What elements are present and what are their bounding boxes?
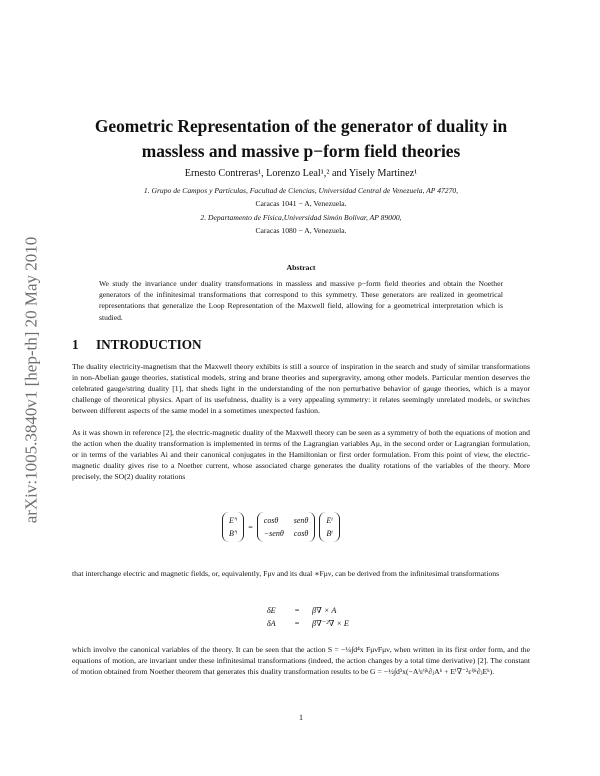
intro-paragraph-2: As it was shown in reference [2], the electric-magnetic duality of the Maxwell theory can be seen as a symmetry of both the equations of motion and the action when the duality transformation is implemented in terms of the Lagrangian variables Aμ, in the second order or Lagrangian formulation, or in terms of the variables Ai and their canonical conjugates in the Hamiltonian or first order formulation. From this point of view, the electric-magnetic duality gives rise to a Noether current, whose associated charge generates the duality rotations of the variables of the theory. More precisely, the SO(2) duality rotations	[72, 428, 530, 482]
paper-title: Geometric Representation of the generator of duality in massless and massive p−form field theories	[94, 116, 508, 161]
authors: Ernesto Contreras¹, Lorenzo Leal¹,² and Yisely Martinez¹	[184, 168, 418, 179]
affiliation-1-city: Caracas 1041 − A, Venezuela.	[255, 199, 347, 208]
duality-rotation-equation: E′ⁱ B′ⁱ = cosθ senθ −senθ cosθ Eⁱ Bⁱ	[222, 510, 382, 544]
abstract-text: We study the invariance under duality transformations in massless and massive p−form field theories and obtain the Noether generators of the infinitesimal transformations that correspond to this symmetry. These generators are realized in geometrical representations that generalize the Loop Representation of the Maxwell field, allowing for a geometrical interpretation which is studied.	[99, 279, 503, 322]
affiliation-2-city: Caracas 1080 − A, Venezuela.	[255, 226, 347, 235]
equation-row: δE⃗ = β∇ × A⃗	[266, 606, 343, 615]
fields-vector: Eⁱ Bⁱ	[319, 512, 340, 542]
section-title: INTRODUCTION	[96, 337, 202, 352]
rotated-fields-vector: E′ⁱ B′ⁱ	[222, 512, 244, 542]
intro-paragraph-4: which involve the canonical variables of the theory. It can be seen that the action S = −¼∫d⁴x FμνFμν, when written in its first order form, and the equations of motion, are invariant under these infinitesimal transformations (indeed, the action changes by a total time derivative) [2]. The constant of motion obtained from Noether theorem that generates this duality transformation results to be G = −½∫d³x(−Aⁱεⁱʲᵏ∂ⱼAᵏ + Eⁱ∇⁻²εⁱʲᵏ∂ⱼEᵏ).	[72, 645, 530, 677]
rotation-matrix: cosθ senθ −senθ cosθ	[257, 512, 316, 542]
affiliation-1: 1. Grupo de Campos y Partículas, Facultad de Ciencias, Universidad Central de Venezuela, AP 47270,	[143, 186, 459, 195]
affiliation-2: 2. Departamento de Física,Universidad Simón Bolívar, AP 89000,	[200, 213, 402, 222]
intro-paragraph-3: that interchange electric and magnetic fields, or, equivalently, Fμν and its dual ∗Fμν, can be derived from the infinitesimal transformations	[72, 569, 500, 578]
intro-paragraph-1: The duality electricity-magnetism that the Maxwell theory exhibits is still a source of inspiration in the search and study of similar transformations in non-Abelian gauge theories, statistical models, string and brane theories and supergravity, among other models. Particular mention deserves the celebrated gauge/string duality [1], that sheds light in the understanding of the non perturbative behavior of gauge theories, which is a mayor challenge of theoretical physics. Apart of its usefulness, duality is a very appealing symmetry: it relates seemingly unrelated models, or switches between different aspects of the same model in a sometimes unexpected fashion.	[72, 362, 530, 416]
page-number: 1	[299, 713, 303, 722]
abstract-heading: Abstract	[286, 263, 316, 272]
section-number: 1	[72, 337, 79, 352]
section-heading	[72, 337, 202, 353]
arxiv-id: arXiv:1005.3840v1 [hep-th] 20 May 2010	[21, 236, 40, 524]
equation-row: δA⃗ = β∇⁻²∇ × E⃗	[266, 619, 356, 628]
arxiv-stamp	[18, 190, 44, 570]
infinitesimal-transformations	[260, 604, 355, 630]
